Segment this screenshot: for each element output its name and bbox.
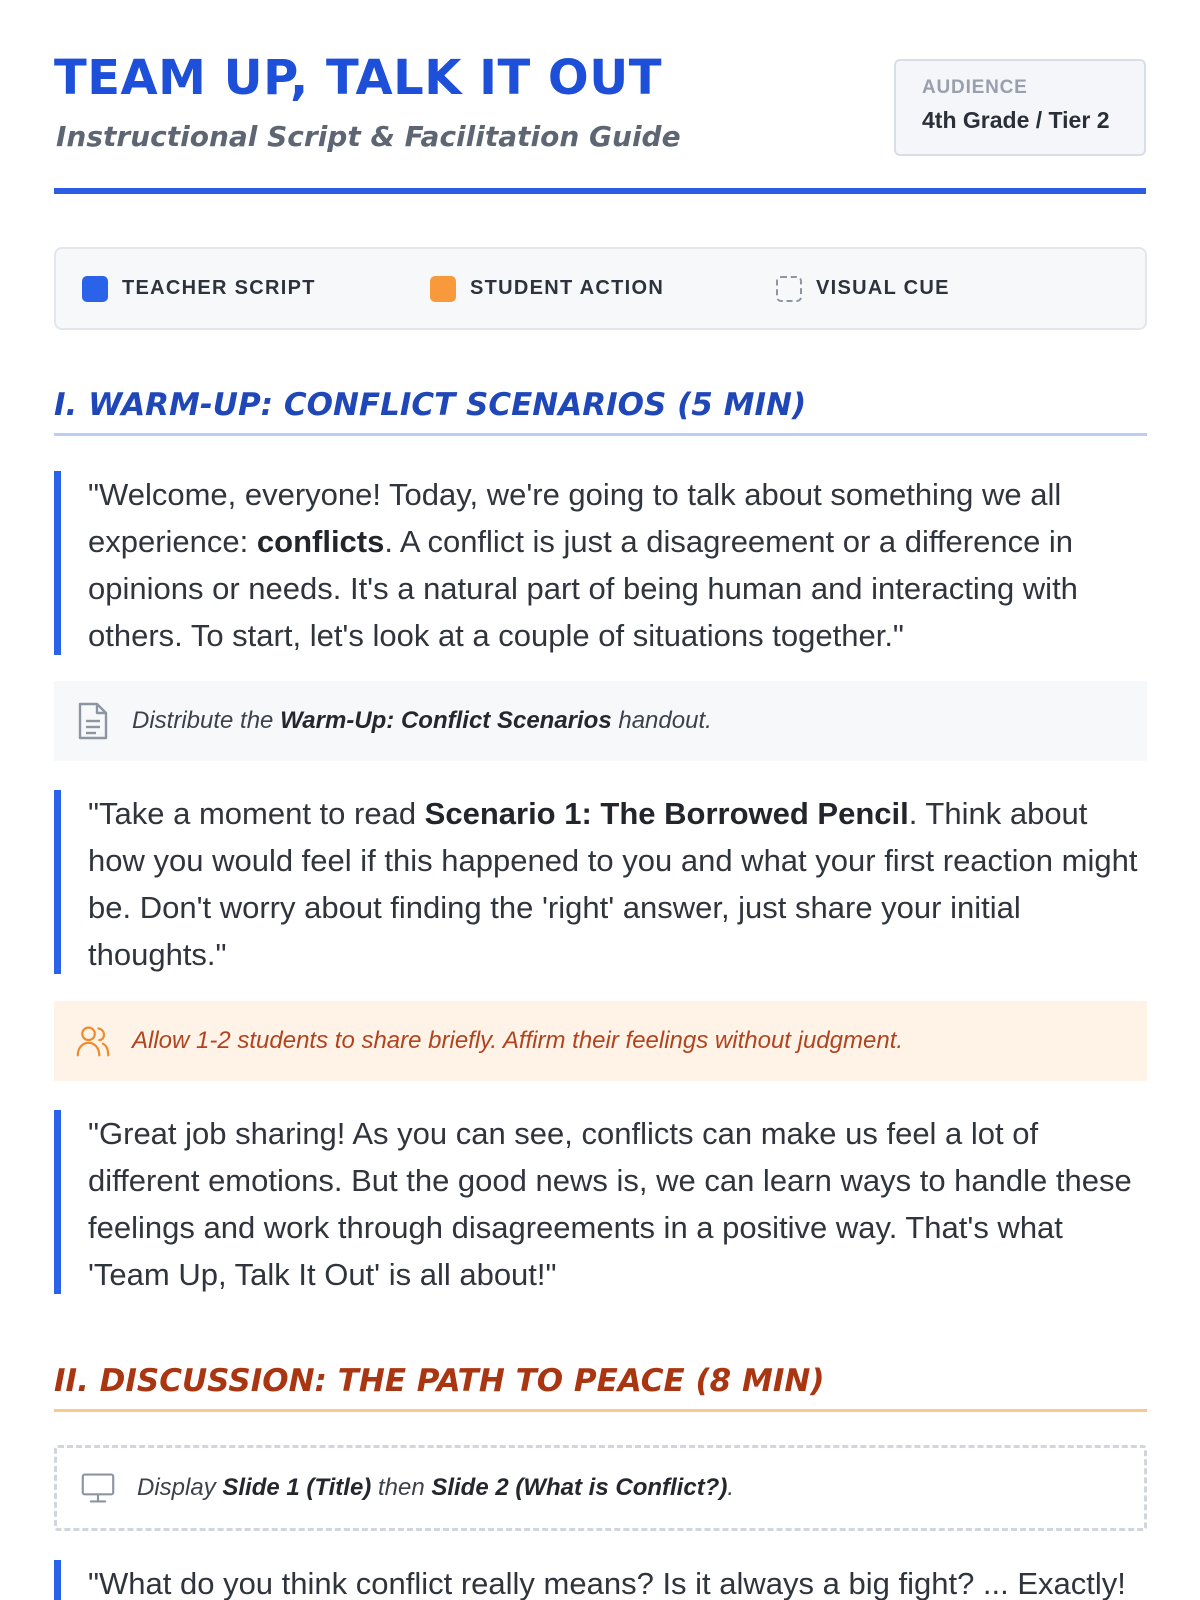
script-text: "Great job sharing! As you can see, conflicts can make us feel a lot of different emotions. But the good news is, we can learn ways to handle these feelings and work through disagreements in a positive way. That's what 'Team Up, Talk It Out' is all about!" — [88, 1116, 1132, 1292]
section-heading-warm-up: I. WARM-UP: CONFLICT SCENARIOS (5 MIN) — [54, 387, 1147, 436]
student-action-swatch — [430, 276, 456, 302]
slide-reference: Slide 1 (Title) — [222, 1474, 372, 1501]
script-text: . A conflict is just a disagreement or a difference in opinions or needs. It's a natural part of being human and interacting with others. To start, let's look at a couple of situations together." — [88, 524, 1078, 653]
page-title: TEAM UP, TALK IT OUT — [54, 50, 662, 106]
script-text: "Take a moment to read — [88, 796, 425, 831]
cue-text: handout. — [611, 707, 712, 734]
monitor-icon — [81, 1469, 115, 1507]
script-emphasis: Scenario 1: The Borrowed Pencil — [424, 796, 909, 831]
visual-cue-text — [137, 1474, 734, 1502]
users-icon — [76, 1022, 110, 1060]
script-text: . Think about how you would feel if this happened to you and what your first reaction might be. Don't worry about finding the 'right' answer, just share your initial thoughts." — [88, 796, 1138, 972]
student-action-cue — [54, 1001, 1147, 1081]
script-text: "Welcome, everyone! Today, we're going to talk about something we all experience: — [88, 477, 1062, 559]
legend-label-student-action: STUDENT ACTION — [470, 277, 665, 299]
cue-text: . — [727, 1474, 735, 1501]
legend-item-visual-cue — [776, 249, 950, 328]
legend — [54, 247, 1147, 330]
cue-text: then — [371, 1474, 432, 1501]
audience-value: 4th Grade / Tier 2 — [922, 107, 1110, 133]
legend-label-teacher-script: TEACHER SCRIPT — [122, 277, 316, 299]
handout-cue-text — [132, 707, 712, 735]
legend-item-student-action — [430, 249, 664, 328]
teacher-script-block — [54, 790, 1147, 974]
student-action-text: Allow 1-2 students to share briefly. Affirm their feelings without judgment. — [132, 1027, 904, 1054]
teacher-script-swatch — [82, 276, 108, 302]
teacher-script-block — [54, 1110, 1147, 1294]
visual-cue — [54, 1445, 1147, 1531]
page-subtitle: Instructional Script & Facilitation Guide — [56, 120, 681, 153]
audience-label: AUDIENCE — [922, 77, 1028, 98]
audience-badge — [894, 59, 1146, 156]
legend-label-visual-cue: VISUAL CUE — [816, 277, 950, 299]
cue-text: Distribute the — [132, 707, 281, 734]
cue-text: Display — [137, 1474, 223, 1501]
visual-cue-swatch — [776, 276, 802, 302]
teacher-script-block — [54, 471, 1147, 655]
page-header — [54, 0, 1146, 194]
teacher-script-block — [54, 1560, 1147, 1600]
legend-item-teacher-script — [82, 249, 316, 328]
handout-title: Warm-Up: Conflict Scenarios — [280, 707, 612, 734]
slide-reference: Slide 2 (What is Conflict?) — [431, 1474, 728, 1501]
script-text: "What do you think conflict really means? Is it always a big fight? ... Exactly! — [88, 1566, 1126, 1600]
section-heading-discussion: II. DISCUSSION: THE PATH TO PEACE (8 MIN) — [54, 1363, 1147, 1412]
script-emphasis: conflicts — [256, 524, 385, 559]
handout-cue — [54, 681, 1147, 761]
document-icon — [76, 702, 110, 740]
